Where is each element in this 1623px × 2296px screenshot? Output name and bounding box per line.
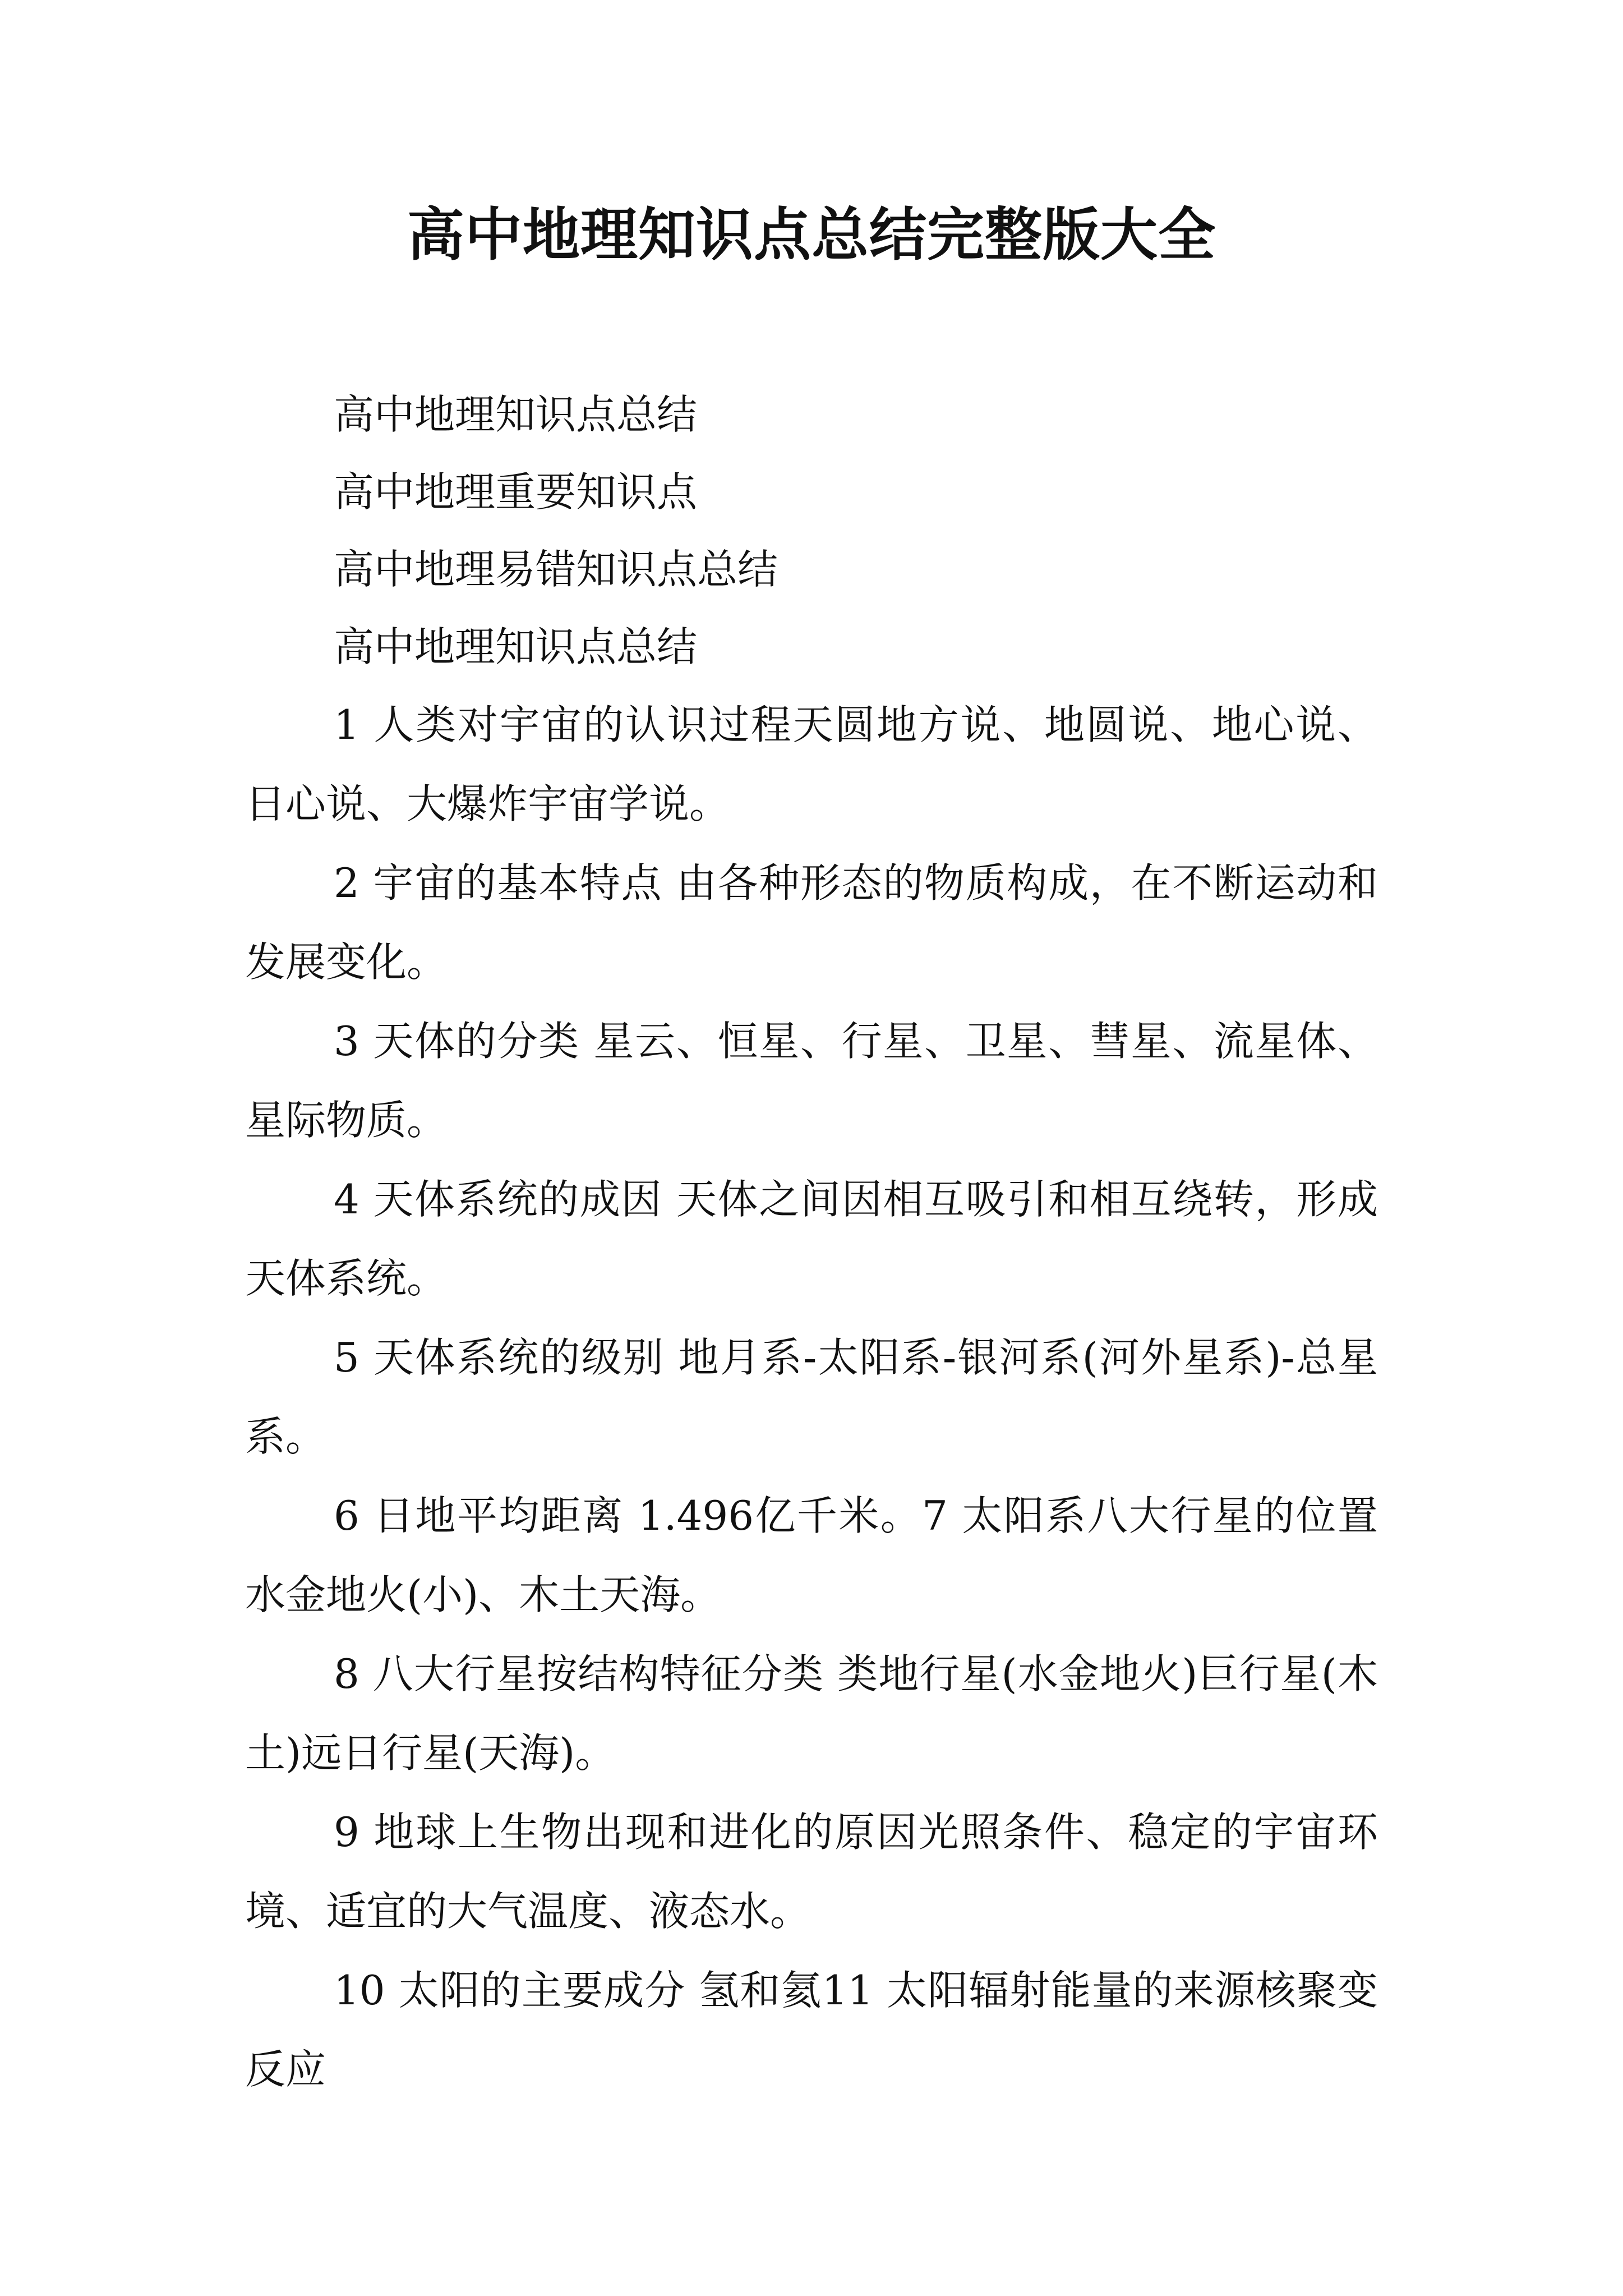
toc-item: 高中地理知识点总结 [334, 623, 698, 670]
paragraph: 6 日地平均距离 1.496亿千米。7 太阳系八大行星的位置 水金地火(小)、木土天海。 [245, 1492, 1378, 1618]
paragraph: 1 人类对宇宙的认识过程天圆地方说、地圆说、地心说、日心说、大爆炸宇宙学说。 [245, 701, 1378, 827]
toc-item: 高中地理重要知识点 [334, 468, 698, 516]
paragraph: 8 八大行星按结构特征分类 类地行星(水金地火)巨行星(木土)远日行星(天海)。 [245, 1650, 1378, 1777]
paragraph: 10 太阳的主要成分 氢和氦11 太阳辐射能量的来源核聚变反应 [245, 1967, 1378, 2093]
document-title: 高中地理知识点总结完整版大全 [407, 202, 1216, 269]
toc-item: 高中地理易错知识点总结 [334, 546, 778, 593]
toc-item: 高中地理知识点总结 [334, 391, 698, 438]
document-body [245, 376, 1378, 2109]
paragraph: 4 天体系统的成因 天体之间因相互吸引和相互绕转，形成天体系统。 [245, 1176, 1378, 1302]
paragraph: 3 天体的分类 星云、恒星、行星、卫星、彗星、流星体、星际物质。 [245, 1018, 1378, 1144]
paragraph: 9 地球上生物出现和进化的原因光照条件、稳定的宇宙环境、适宜的大气温度、液态水。 [245, 1809, 1378, 1935]
paragraph: 5 天体系统的级别 地月系-太阳系-银河系(河外星系)-总星系。 [245, 1334, 1378, 1460]
paragraph: 2 宇宙的基本特点 由各种形态的物质构成，在不断运动和发展变化。 [245, 859, 1378, 986]
